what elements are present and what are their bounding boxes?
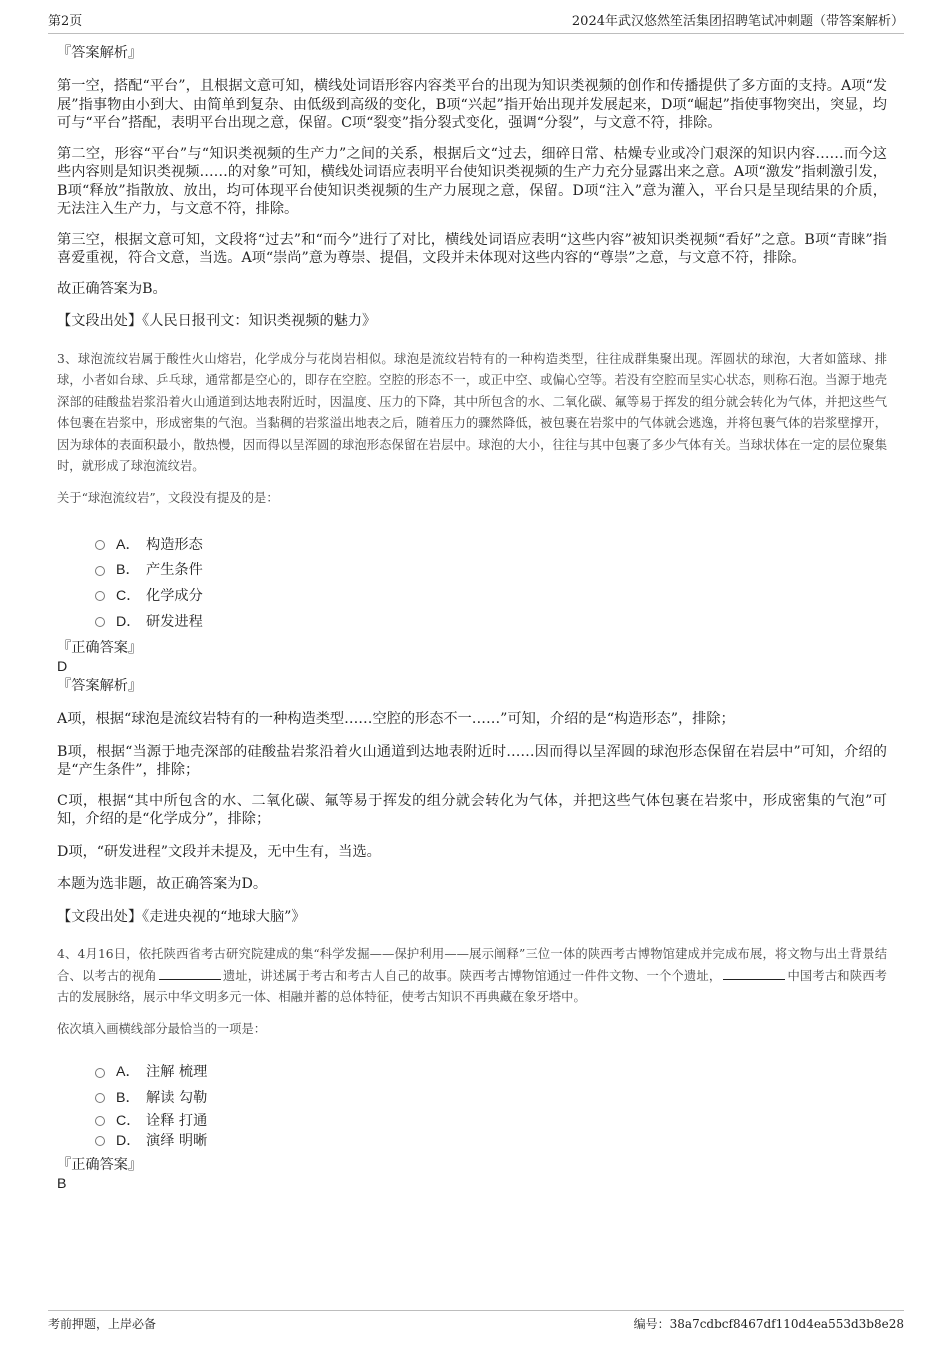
option-text: 构造形态 — [146, 536, 203, 553]
q3-analysis-b: B项，根据“当源于地壳深部的硅酸盐岩浆沿着火山通道到达地表附近时……因而得以呈浑圆的球泡形态保留在岩层中”可知，介绍的是“产生条件”，排除； — [57, 743, 887, 779]
q3-options — [95, 531, 887, 633]
radio-icon[interactable] — [95, 566, 105, 576]
radio-icon[interactable] — [95, 1136, 105, 1146]
q3-answer-tag: 『正确答案』 — [57, 640, 143, 657]
option-text: 研发进程 — [146, 613, 203, 630]
option-letter: B． — [116, 562, 140, 579]
q3-option-d[interactable] — [95, 608, 887, 634]
radio-icon[interactable] — [95, 1116, 105, 1126]
page-number: 第2页 — [48, 14, 83, 29]
q4-answer-tag: 『正确答案』 — [57, 1156, 143, 1173]
q3-option-c[interactable] — [95, 582, 887, 608]
q3-source: 【文段出处】《走进央视的“地球大脑”》 — [57, 908, 306, 925]
document-body — [57, 44, 887, 1194]
q4-option-b[interactable] — [95, 1084, 887, 1110]
option-letter: C． — [116, 587, 141, 604]
q4-stem-part3: 中国考古和陕西考古的发展脉络，展示中华文明多元一体、相融并蓄的总体特征，使考古知识不再典藏在象牙塔中。 — [57, 968, 887, 1005]
footer-slogan: 考前押题，上岸必备 — [48, 1317, 157, 1331]
q3-analysis-c: C项，根据“其中所包含的水、二氧化碳、氟等易于挥发的组分就会转化为气体，并把这些气体包裹在岩浆中，形成密集的气泡”可知，介绍的是“化学成分”，排除； — [57, 792, 887, 828]
page-footer — [48, 1310, 904, 1335]
q4-options — [95, 1058, 887, 1149]
q3-conclusion: 本题为选非题，故正确答案为D。 — [57, 876, 268, 893]
q3-analysis-tag: 『答案解析』 — [57, 678, 143, 695]
option-letter: A． — [116, 1064, 140, 1081]
page-header — [48, 13, 904, 34]
q2-analysis-tag: 『答案解析』 — [57, 45, 143, 61]
q3-analysis-d: D项，“研发进程”文段并未提及，无中生有，当选。 — [57, 843, 381, 860]
q2-conclusion: 故正确答案为B。 — [57, 280, 167, 297]
option-text: 注解 梳理 — [146, 1064, 208, 1081]
document-id: 编号：38a7cdbcf8467df110d4ea553d3b8e28 — [633, 1317, 904, 1331]
option-text: 解读 勾勒 — [146, 1089, 208, 1106]
option-letter: A． — [116, 536, 140, 553]
radio-icon[interactable] — [95, 1093, 105, 1103]
q3-answer: D — [57, 659, 68, 676]
option-letter: D． — [116, 613, 141, 630]
option-letter: B． — [116, 1089, 140, 1106]
q4-question: 依次填入画横线部分最恰当的一项是： — [57, 1021, 267, 1036]
radio-icon[interactable] — [95, 540, 105, 550]
q2-analysis-blank3: 第三空，根据文意可知，文段将“过去”和“而今”进行了对比，横线处词语应表明“这些内容”被知识类视频“看好”之意。B项“青睐”指喜爱重视，符合文意，当选。A项“崇尚”意为尊崇、提倡，文段并未体现对这些内容的“尊崇”之意，与文意不符，排除。 — [57, 231, 887, 266]
q3-option-b[interactable] — [95, 557, 887, 583]
answer-blank-1 — [159, 967, 221, 980]
option-letter: C． — [116, 1112, 141, 1129]
document-title: 2024年武汉悠然笙活集团招聘笔试冲刺题（带答案解析） — [571, 14, 904, 29]
option-text: 产生条件 — [146, 562, 203, 579]
q4-stem-part2: 遗址，讲述属于考古和考古人自己的故事。陕西考古博物馆通过一件件文物、一个个遗址， — [222, 968, 722, 983]
q4-answer: B — [57, 1175, 67, 1192]
q2-analysis-blank2: 第二空，形容“平台”与“知识类视频的生产力”之间的关系，根据后文“过去，细碎日常、枯燥专业或冷门艰深的知识内容……而今这些内容则是知识类视频……的对象”可知，横线处词语应表明平台使知识类视频的生产力充分显露出来之意。A项“激发”指刺激引发，B项“释放”指散放、放出，均可体现平台使知识类视频的生产力展现之意，保留。D项“注入”意为灌入，平台只是呈现结果的介质，无法注入生产力，与文意不符，排除。 — [57, 145, 887, 217]
q3-analysis-a: A项，根据“球泡是流纹岩特有的一种构造类型……空腔的形态不一……”可知，介绍的是“构造形态”，排除； — [57, 711, 735, 728]
option-text: 演绎 明晰 — [146, 1132, 208, 1149]
q4-stem — [57, 944, 887, 1009]
q4-option-c[interactable] — [95, 1110, 887, 1130]
q4-option-a[interactable] — [95, 1058, 887, 1084]
q3-option-a[interactable] — [95, 531, 887, 557]
radio-icon[interactable] — [95, 1068, 105, 1078]
q3-stem: 3、球泡流纹岩属于酸性火山熔岩，化学成分与花岗岩相似。球泡是流纹岩特有的一种构造类型，往往成群集聚出现。浑圆状的球泡，大者如篮球、排球，小者如台球、乒乓球，通常都是空心的，即存在空腔。空腔的形态不一，或正中空、或偏心空等。若没有空腔而呈实心状态，则称石泡。当源于地壳深部的硅酸盐岩浆沿着火山通道到达地表附近时，因温度、压力的下降，其中所包含的水、二氧化碳、氟等易于挥发的组分就会转化为气体，并把这些气体包裹在岩浆中，形成密集的气泡。当黏稠的岩浆溢出地表之后，随着压力的骤然降低，被包裹在岩浆中的气体就会逃逸，并将包裹气体的岩浆壁撑开，因为球体的表面积最小，散热慢，因而得以呈浑圆的球泡形态保留在岩层中。球泡的大小，往往与其中包裹了多少气体有关。当球状体在一定的层位聚集时，就形成了球泡流纹岩。 — [57, 351, 887, 473]
q4-option-d[interactable] — [95, 1130, 887, 1150]
option-text: 诠释 打通 — [146, 1112, 208, 1129]
radio-icon[interactable] — [95, 591, 105, 601]
q2-analysis-blank1: 第一空，搭配“平台”，且根据文意可知，横线处词语形容内容类平台的出现为知识类视频的创作和传播提供了多方面的支持。A项“发展”指事物由小到大、由简单到复杂、由低级到高级的变化，B项“兴起”指开始出现并发展起来，D项“崛起”指使事物突出，突显，均可与“平台”搭配，表明平台出现之意，保留。C项“裂变”指分裂式变化，强调“分裂”，与文意不符，排除。 — [57, 78, 887, 131]
option-text: 化学成分 — [146, 587, 203, 604]
answer-blank-2 — [723, 967, 785, 980]
radio-icon[interactable] — [95, 617, 105, 627]
q4-stem-part1: 4、4月16日，依托陕西省考古研究院建成的集“科学发掘——保护利用——展示阐释”三位一体的陕西考古博物馆建成并完成布展，将文物与出土背景结合、以考古的视角 — [57, 947, 887, 983]
q3-question: 关于“球泡流纹岩”，文段没有提及的是： — [57, 490, 279, 505]
option-letter: D． — [116, 1132, 141, 1149]
q2-source: 【文段出处】《人民日报刊文：知识类视频的魅力》 — [57, 313, 377, 329]
